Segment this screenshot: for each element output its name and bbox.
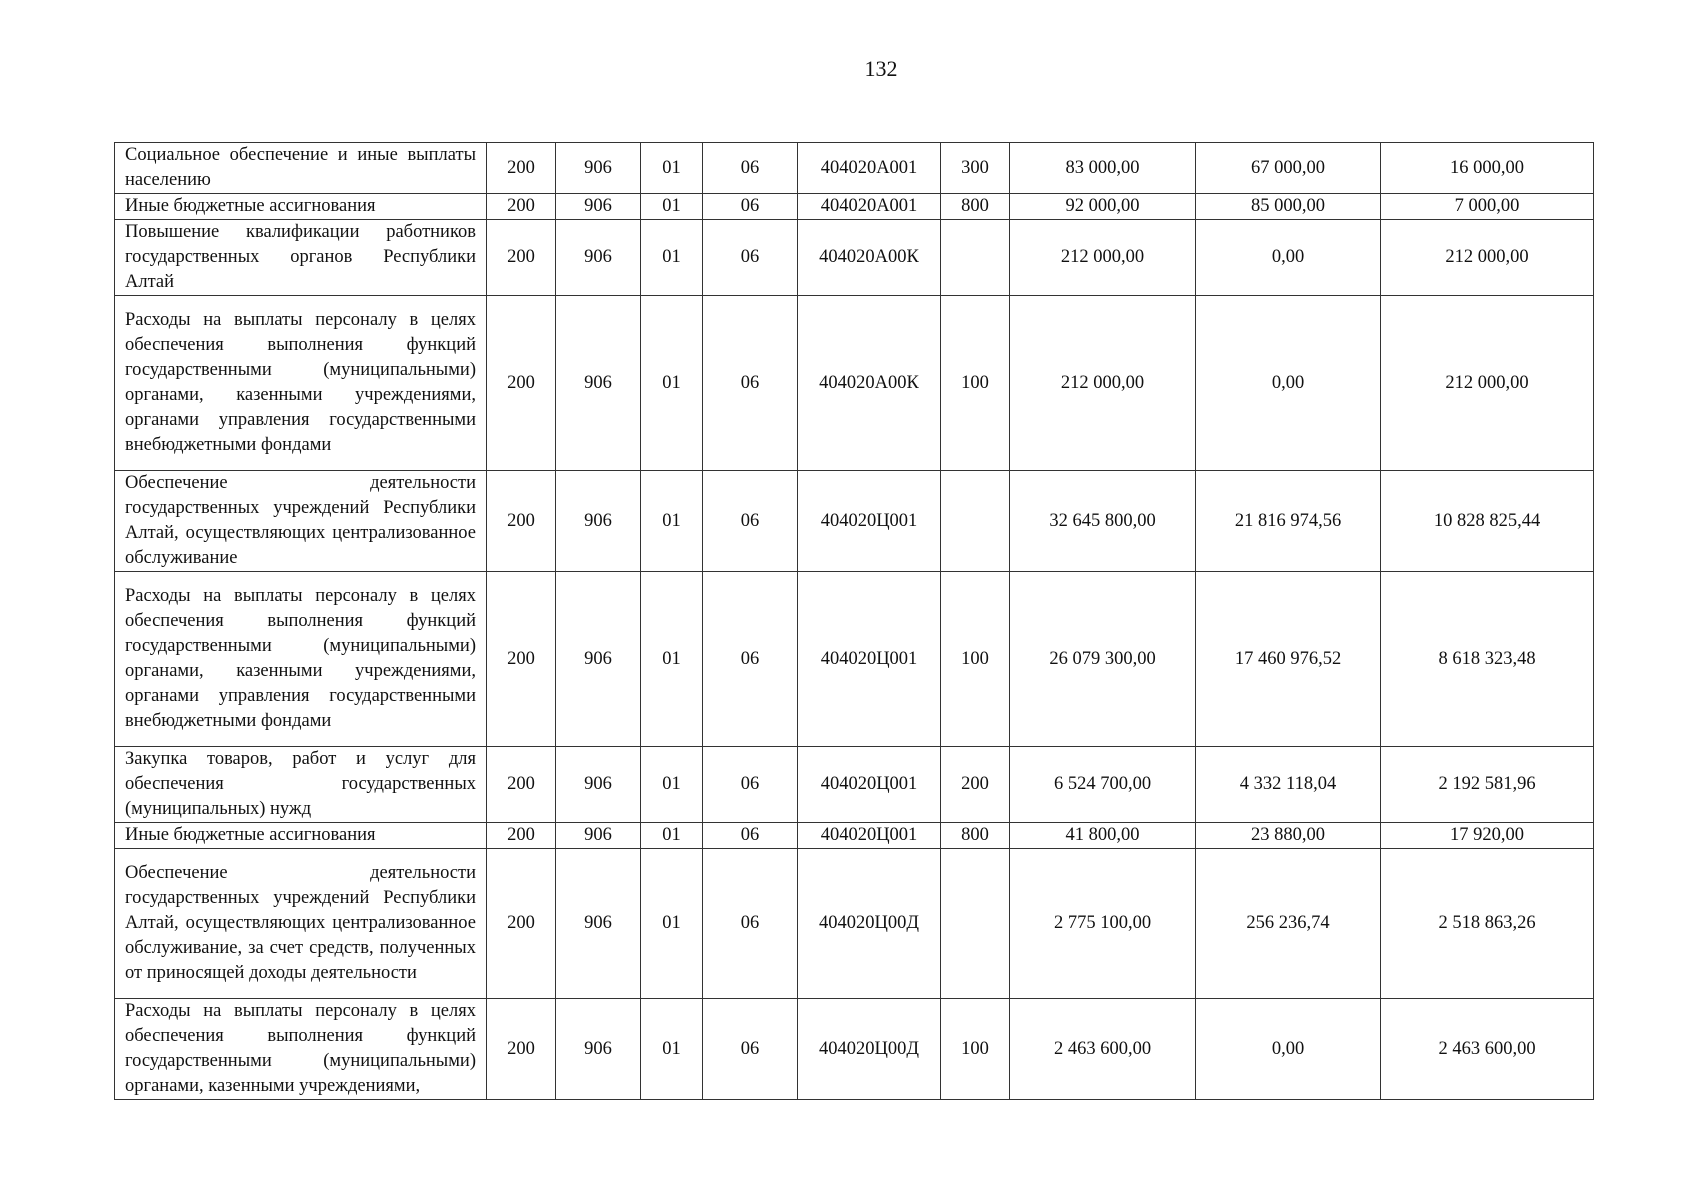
cell-value-1: 92 000,00	[1010, 194, 1196, 220]
cell-code-1: 200	[487, 471, 556, 572]
cell-value-1: 32 645 800,00	[1010, 471, 1196, 572]
cell-code-4: 06	[703, 296, 798, 471]
cell-code-1: 200	[487, 296, 556, 471]
cell-expense-type: 800	[941, 823, 1010, 849]
cell-code-1: 200	[487, 823, 556, 849]
table-row	[115, 747, 1594, 823]
cell-expense-type	[941, 849, 1010, 999]
cell-value-1: 41 800,00	[1010, 823, 1196, 849]
cell-target-code: 404020Ц001	[798, 823, 941, 849]
table-row	[115, 999, 1594, 1100]
cell-value-3: 7 000,00	[1381, 194, 1594, 220]
cell-code-2: 906	[556, 999, 641, 1100]
cell-value-1: 26 079 300,00	[1010, 572, 1196, 747]
cell-target-code: 404020Ц001	[798, 471, 941, 572]
cell-target-code: 404020А001	[798, 143, 941, 194]
row-name: Расходы на выплаты персоналу в целях обеспечения выполнения функций государственными (муниципальными) органами, казенными учреждениями,	[125, 1001, 476, 1096]
table-row	[115, 849, 1594, 999]
row-name: Расходы на выплаты персоналу в целях обеспечения выполнения функций государственными (муниципальными) органами, казенными учреждениями, органами управления государственными внебюджетными фондами	[115, 296, 487, 471]
cell-value-3: 16 000,00	[1381, 143, 1594, 194]
cell-value-2: 4 332 118,04	[1196, 747, 1381, 823]
cell-code-1: 200	[487, 849, 556, 999]
cell-code-1: 200	[487, 220, 556, 296]
cell-value-2: 67 000,00	[1196, 143, 1381, 194]
table-row	[115, 194, 1594, 220]
cell-code-2: 906	[556, 849, 641, 999]
cell-value-1: 6 524 700,00	[1010, 747, 1196, 823]
cell-value-3: 2 192 581,96	[1381, 747, 1594, 823]
cell-value-3: 2 463 600,00	[1381, 999, 1594, 1100]
table-row	[115, 823, 1594, 849]
cell-target-code: 404020А001	[798, 194, 941, 220]
cell-code-1: 200	[487, 194, 556, 220]
cell-value-2: 17 460 976,52	[1196, 572, 1381, 747]
cell-expense-type	[941, 220, 1010, 296]
cell-target-code: 404020А00К	[798, 220, 941, 296]
budget-table	[114, 142, 1594, 1100]
cell-code-2: 906	[556, 572, 641, 747]
table-row	[115, 296, 1594, 471]
row-name: Социальное обеспечение и иные выплаты населению	[115, 143, 487, 194]
cell-value-3: 212 000,00	[1381, 296, 1594, 471]
cell-code-4: 06	[703, 572, 798, 747]
cell-code-2: 906	[556, 823, 641, 849]
cell-code-2: 906	[556, 194, 641, 220]
table-row	[115, 471, 1594, 572]
cell-code-4: 06	[703, 823, 798, 849]
table-row	[115, 572, 1594, 747]
cell-value-3: 10 828 825,44	[1381, 471, 1594, 572]
cell-code-1: 200	[487, 747, 556, 823]
cell-expense-type: 100	[941, 999, 1010, 1100]
cell-expense-type: 200	[941, 747, 1010, 823]
cell-code-4: 06	[703, 471, 798, 572]
cell-code-3: 01	[641, 823, 703, 849]
cell-code-1: 200	[487, 572, 556, 747]
cell-code-4: 06	[703, 747, 798, 823]
cell-code-2: 906	[556, 296, 641, 471]
cell-target-code: 404020Ц001	[798, 572, 941, 747]
cell-value-3: 2 518 863,26	[1381, 849, 1594, 999]
cell-code-1: 200	[487, 999, 556, 1100]
cell-value-2: 0,00	[1196, 999, 1381, 1100]
cell-expense-type: 800	[941, 194, 1010, 220]
cell-code-4: 06	[703, 849, 798, 999]
cell-code-3: 01	[641, 849, 703, 999]
cell-value-2: 21 816 974,56	[1196, 471, 1381, 572]
cell-code-3: 01	[641, 471, 703, 572]
cell-code-4: 06	[703, 220, 798, 296]
row-name: Повышение квалификации работников государственных органов Республики Алтай	[115, 220, 487, 296]
cell-code-3: 01	[641, 296, 703, 471]
row-name: Закупка товаров, работ и услуг для обеспечения государственных (муниципальных) нужд	[115, 747, 487, 823]
cell-value-1: 2 463 600,00	[1010, 999, 1196, 1100]
cell-code-2: 906	[556, 220, 641, 296]
cell-value-1: 212 000,00	[1010, 296, 1196, 471]
row-name: Расходы на выплаты персоналу в целях обеспечения выполнения функций государственными (муниципальными) органами, казенными учреждениями, органами управления государственными внебюджетными фондами	[115, 572, 487, 747]
row-name: Иные бюджетные ассигнования	[115, 194, 487, 220]
cell-expense-type: 100	[941, 572, 1010, 747]
cell-code-1: 200	[487, 143, 556, 194]
cell-code-3: 01	[641, 143, 703, 194]
cell-value-2: 0,00	[1196, 220, 1381, 296]
cell-value-3: 17 920,00	[1381, 823, 1594, 849]
cell-code-3: 01	[641, 572, 703, 747]
cell-code-4: 06	[703, 143, 798, 194]
cell-code-4: 06	[703, 194, 798, 220]
cell-code-4: 06	[703, 999, 798, 1100]
cell-value-3: 212 000,00	[1381, 220, 1594, 296]
cell-value-3: 8 618 323,48	[1381, 572, 1594, 747]
cell-value-1: 212 000,00	[1010, 220, 1196, 296]
cell-code-2: 906	[556, 471, 641, 572]
cell-value-2: 0,00	[1196, 296, 1381, 471]
cell-value-1: 83 000,00	[1010, 143, 1196, 194]
cell-code-3: 01	[641, 999, 703, 1100]
cell-target-code: 404020Ц00Д	[798, 999, 941, 1100]
cell-code-3: 01	[641, 194, 703, 220]
table-row	[115, 143, 1594, 194]
cell-code-2: 906	[556, 143, 641, 194]
cell-code-3: 01	[641, 220, 703, 296]
row-name: Иные бюджетные ассигнования	[115, 823, 487, 849]
cell-target-code: 404020А00К	[798, 296, 941, 471]
cell-target-code: 404020Ц00Д	[798, 849, 941, 999]
cell-value-2: 256 236,74	[1196, 849, 1381, 999]
cell-code-3: 01	[641, 747, 703, 823]
row-name: Обеспечение деятельности государственных учреждений Республики Алтай, осуществляющих централизованное обслуживание, за счет средств, полученных от приносящей доходы деятельности	[115, 849, 487, 999]
cell-expense-type: 100	[941, 296, 1010, 471]
cell-value-2: 23 880,00	[1196, 823, 1381, 849]
cell-target-code: 404020Ц001	[798, 747, 941, 823]
cell-code-2: 906	[556, 747, 641, 823]
page-number: 132	[864, 56, 898, 81]
cell-value-2: 85 000,00	[1196, 194, 1381, 220]
cell-expense-type: 300	[941, 143, 1010, 194]
row-name: Обеспечение деятельности государственных учреждений Республики Алтай, осуществляющих централизованное обслуживание	[115, 471, 487, 572]
cell-expense-type	[941, 471, 1010, 572]
row-name-cell	[115, 999, 487, 1100]
table-row	[115, 220, 1594, 296]
cell-value-1: 2 775 100,00	[1010, 849, 1196, 999]
